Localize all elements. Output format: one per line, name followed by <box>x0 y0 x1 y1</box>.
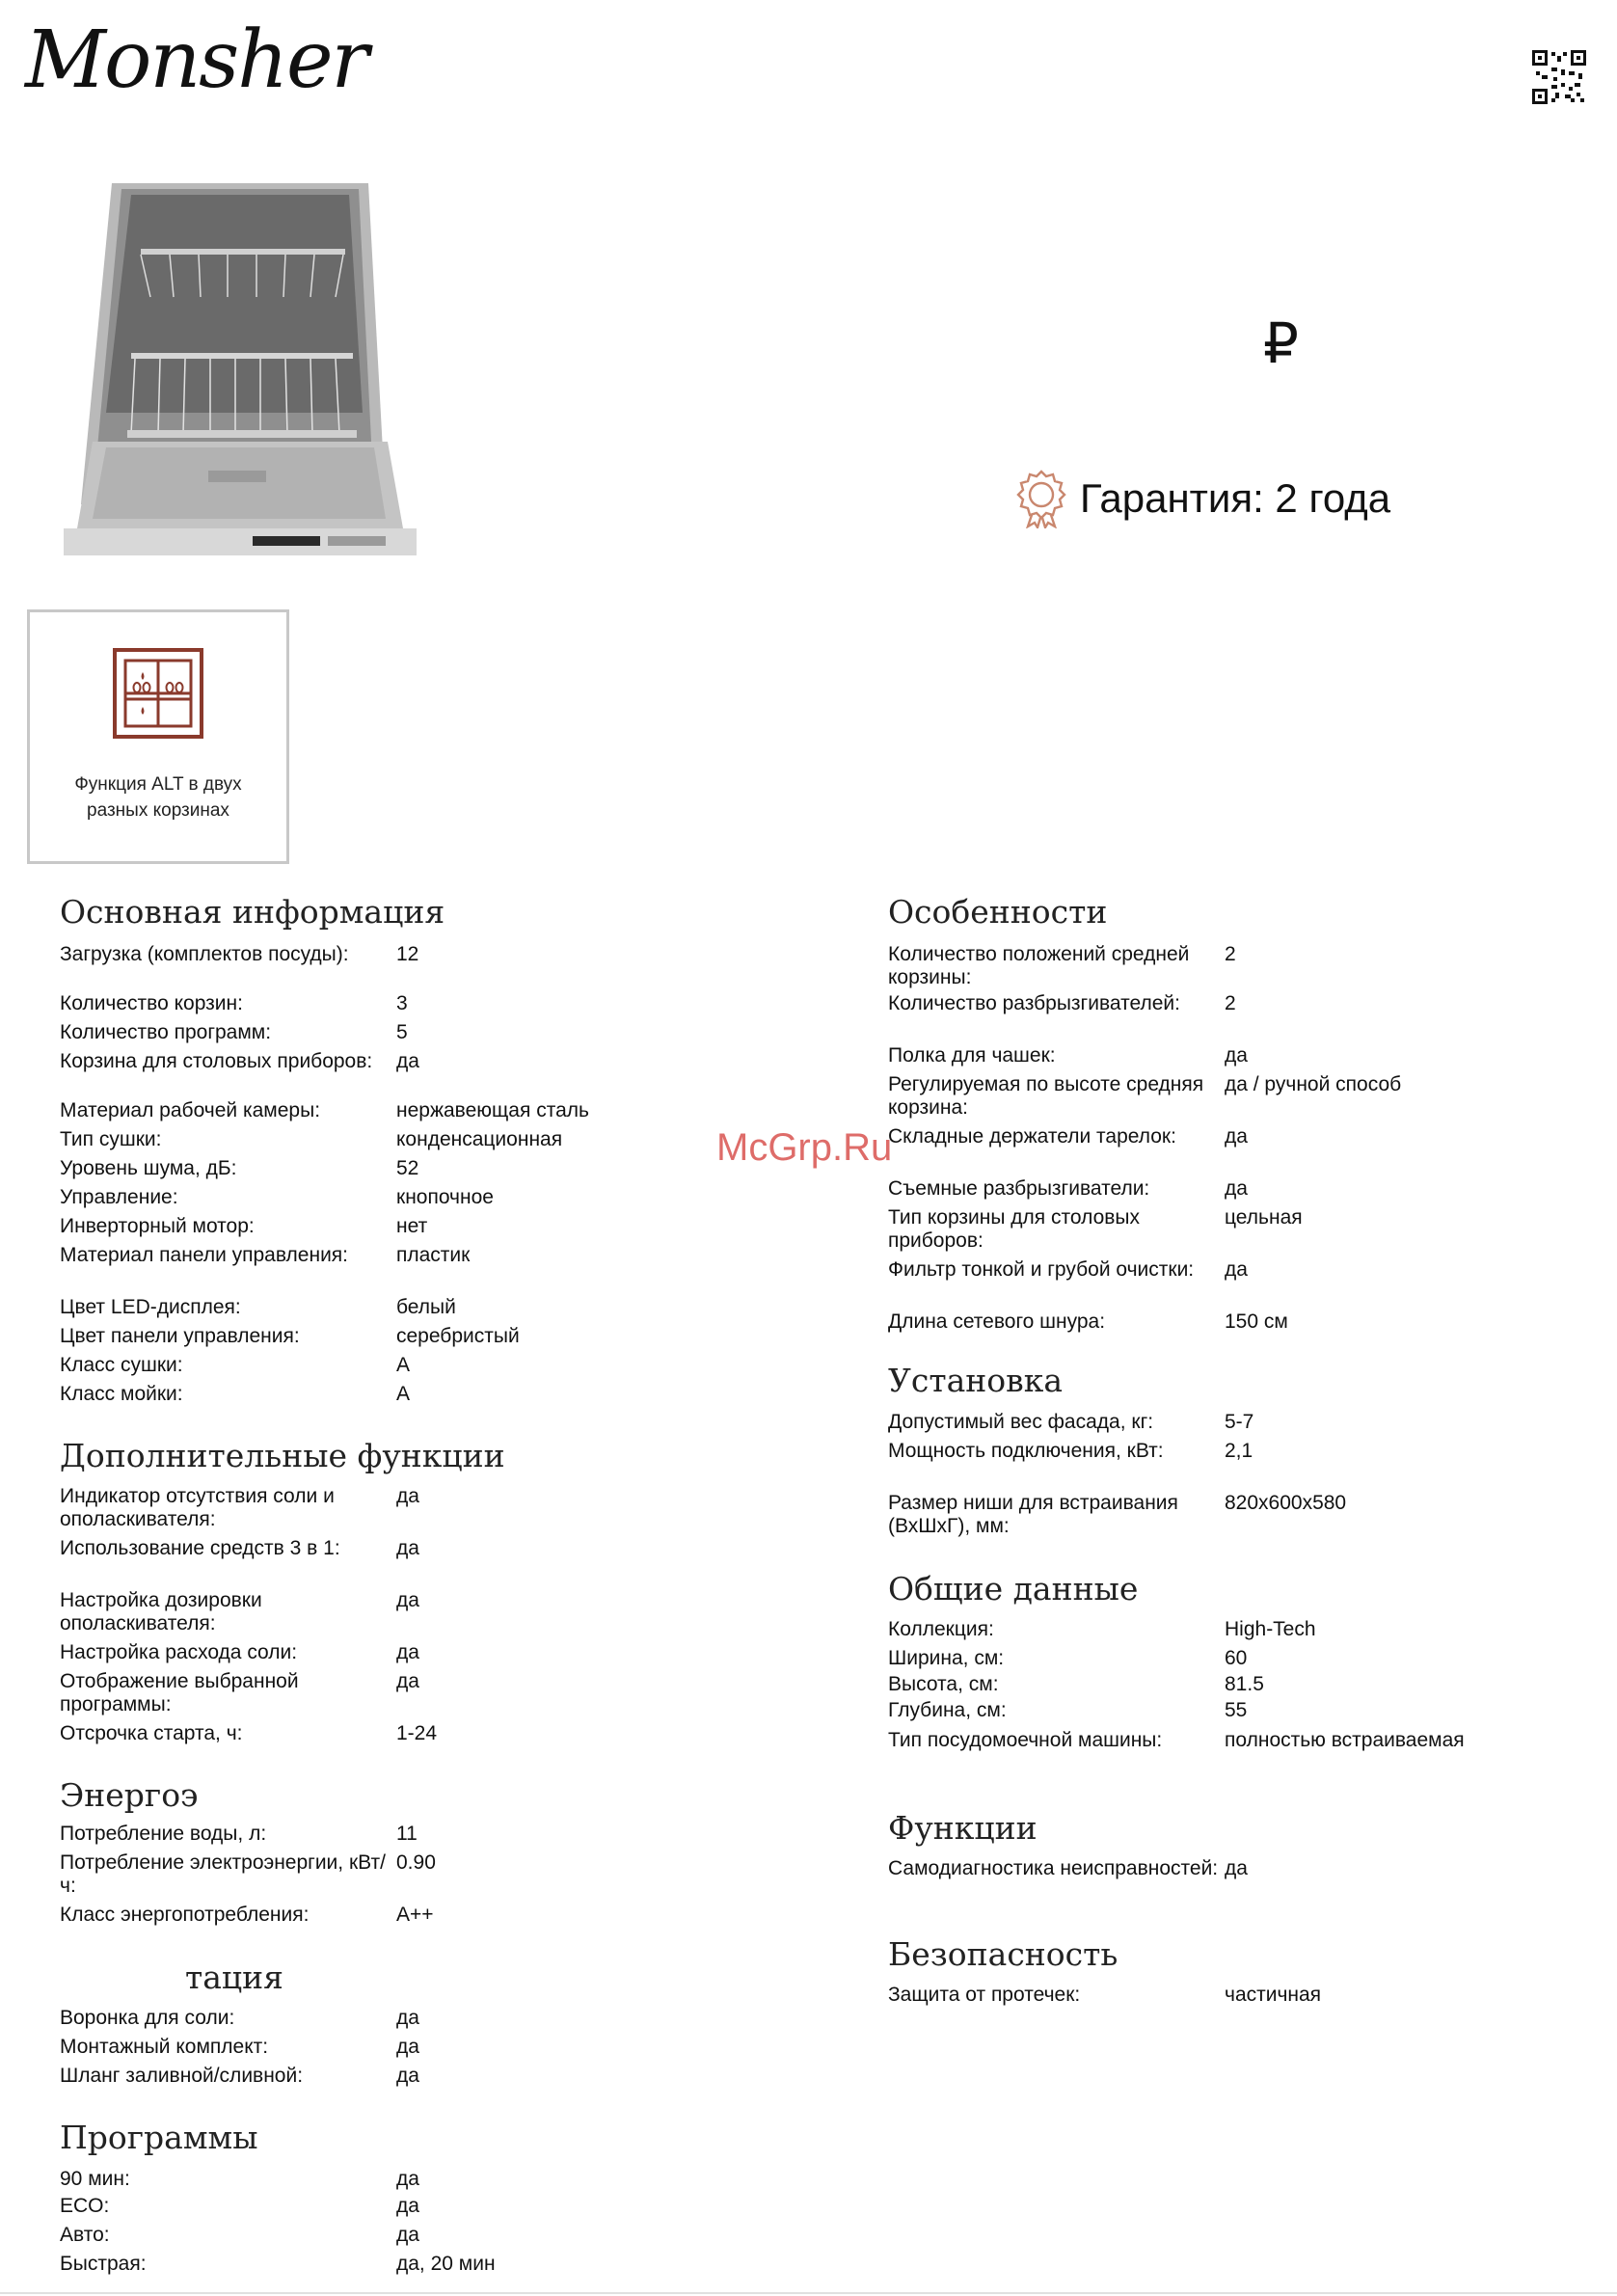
spec-row: Индикатор отсутствия соли и ополаскивателя: да <box>60 1485 419 1530</box>
qr-code-icon[interactable] <box>1532 50 1586 104</box>
spec-row: Глубина, см: 55 <box>888 1699 1248 1721</box>
section-title-programs: Программы <box>60 2119 258 2156</box>
feature-card-alt <box>27 609 289 864</box>
spec-row: Регулируемая по высоте средняя корзина: да / ручной способ <box>888 1073 1402 1119</box>
spec-row: Тип посудомоечной машины: полностью встраиваемая <box>888 1729 1465 1751</box>
bottom-divider <box>0 2292 1617 2294</box>
section-title-additional: Дополнительные функции <box>60 1437 505 1474</box>
spec-row: Размер ниши для встраивания (ВхШхГ), мм: 820x600x580 <box>888 1492 1347 1537</box>
spec-row: Цвет панели управления: серебристый <box>60 1325 520 1347</box>
feature-caption: Функция ALT в двух разных корзинах <box>74 774 242 821</box>
spec-row: ECO: да <box>60 2195 419 2217</box>
spec-row: Инверторный мотор: нет <box>60 1215 428 1237</box>
spec-row: Уровень шума, дБ: 52 <box>60 1157 419 1179</box>
spec-row: Шланг заливной/сливной: да <box>60 2065 419 2087</box>
spec-row: Авто: да <box>60 2224 419 2246</box>
price-currency: ₽ <box>1263 312 1299 375</box>
spec-row: Защита от протечек: частичная <box>888 1984 1322 2006</box>
spec-row: Управление: кнопочное <box>60 1186 494 1208</box>
spec-row: Класс сушки: A <box>60 1354 411 1376</box>
spec-row: Длина сетевого шнура: 150 см <box>888 1310 1288 1333</box>
spec-row: Отображение выбранной программы: да <box>60 1670 419 1715</box>
spec-row: Фильтр тонкой и грубой очистки: да <box>888 1258 1248 1281</box>
spec-row: Настройка расхода соли: да <box>60 1641 419 1663</box>
spec-row: Полка для чашек: да <box>888 1044 1248 1067</box>
section-title-general: Общие данные <box>888 1570 1139 1607</box>
spec-row: Количество положений средней корзины: 2 <box>888 943 1236 988</box>
spec-row: Отсрочка старта, ч: 1-24 <box>60 1722 438 1744</box>
spec-row: Тип сушки: конденсационная <box>60 1128 563 1150</box>
spec-row: Количество разбрызгивателей: 2 <box>888 992 1236 1014</box>
section-title-installation: Установка <box>888 1362 1064 1399</box>
watermark: McGrp.Ru <box>716 1126 893 1169</box>
section-title-package: тация <box>185 1958 283 1996</box>
spec-row: Складные держатели тарелок: да <box>888 1125 1248 1148</box>
spec-row: 90 мин: да <box>60 2168 419 2190</box>
spec-row: Настройка дозировки ополаскивателя: да <box>60 1589 419 1634</box>
spec-row: Загрузка (комплектов посуды): 12 <box>60 943 419 965</box>
spec-row: Тип корзины для столовых приборов: цельная <box>888 1206 1303 1252</box>
spec-row: Класс энергопотребления: A++ <box>60 1904 434 1926</box>
brand-logo: Monsher <box>25 14 367 106</box>
spec-row: Высота, см: 81.5 <box>888 1673 1264 1695</box>
spec-row: Количество программ: 5 <box>60 1021 408 1043</box>
spec-row: Ширина, см: 60 <box>888 1647 1248 1669</box>
spec-row: Мощность подключения, кВт: 2,1 <box>888 1440 1253 1462</box>
warranty-block <box>1016 469 1390 528</box>
spec-row: Коллекция: High-Tech <box>888 1618 1316 1640</box>
spec-row: Материал рабочей камеры: нержавеющая сталь <box>60 1099 589 1121</box>
spec-row: Количество корзин: 3 <box>60 992 408 1014</box>
spec-row: Монтажный комплект: да <box>60 2036 419 2058</box>
section-title-energy: Энергоэ <box>60 1776 199 1814</box>
spec-row: Быстрая: да, 20 мин <box>60 2253 496 2275</box>
spec-row: Воронка для соли: да <box>60 2007 419 2029</box>
alt-baskets-icon <box>112 647 204 740</box>
spec-row: Материал панели управления: пластик <box>60 1244 471 1266</box>
warranty-text: Гарантия: 2 года <box>1080 475 1391 521</box>
spec-row: Корзина для столовых приборов: да <box>60 1050 419 1072</box>
spec-row: Съемные разбрызгиватели: да <box>888 1177 1248 1200</box>
section-title-functions: Функции <box>888 1809 1038 1847</box>
spec-row: Потребление электроэнергии, кВт/ч: 0.90 <box>60 1851 436 1897</box>
spec-row: Допустимый вес фасада, кг: 5-7 <box>888 1411 1254 1433</box>
spec-row: Самодиагностика неисправностей: да <box>888 1857 1248 1879</box>
warranty-badge-icon <box>1016 469 1066 528</box>
section-title-features: Особенности <box>888 893 1108 931</box>
spec-row: Класс мойки: A <box>60 1383 411 1405</box>
spec-row: Потребление воды, л: 11 <box>60 1823 418 1845</box>
section-title-safety: Безопасность <box>888 1935 1118 1973</box>
section-title-basic-info: Основная информация <box>60 893 445 931</box>
spec-row: Цвет LED-дисплея: белый <box>60 1296 456 1318</box>
product-image <box>64 181 417 557</box>
spec-row: Использование средств 3 в 1: да <box>60 1537 419 1559</box>
